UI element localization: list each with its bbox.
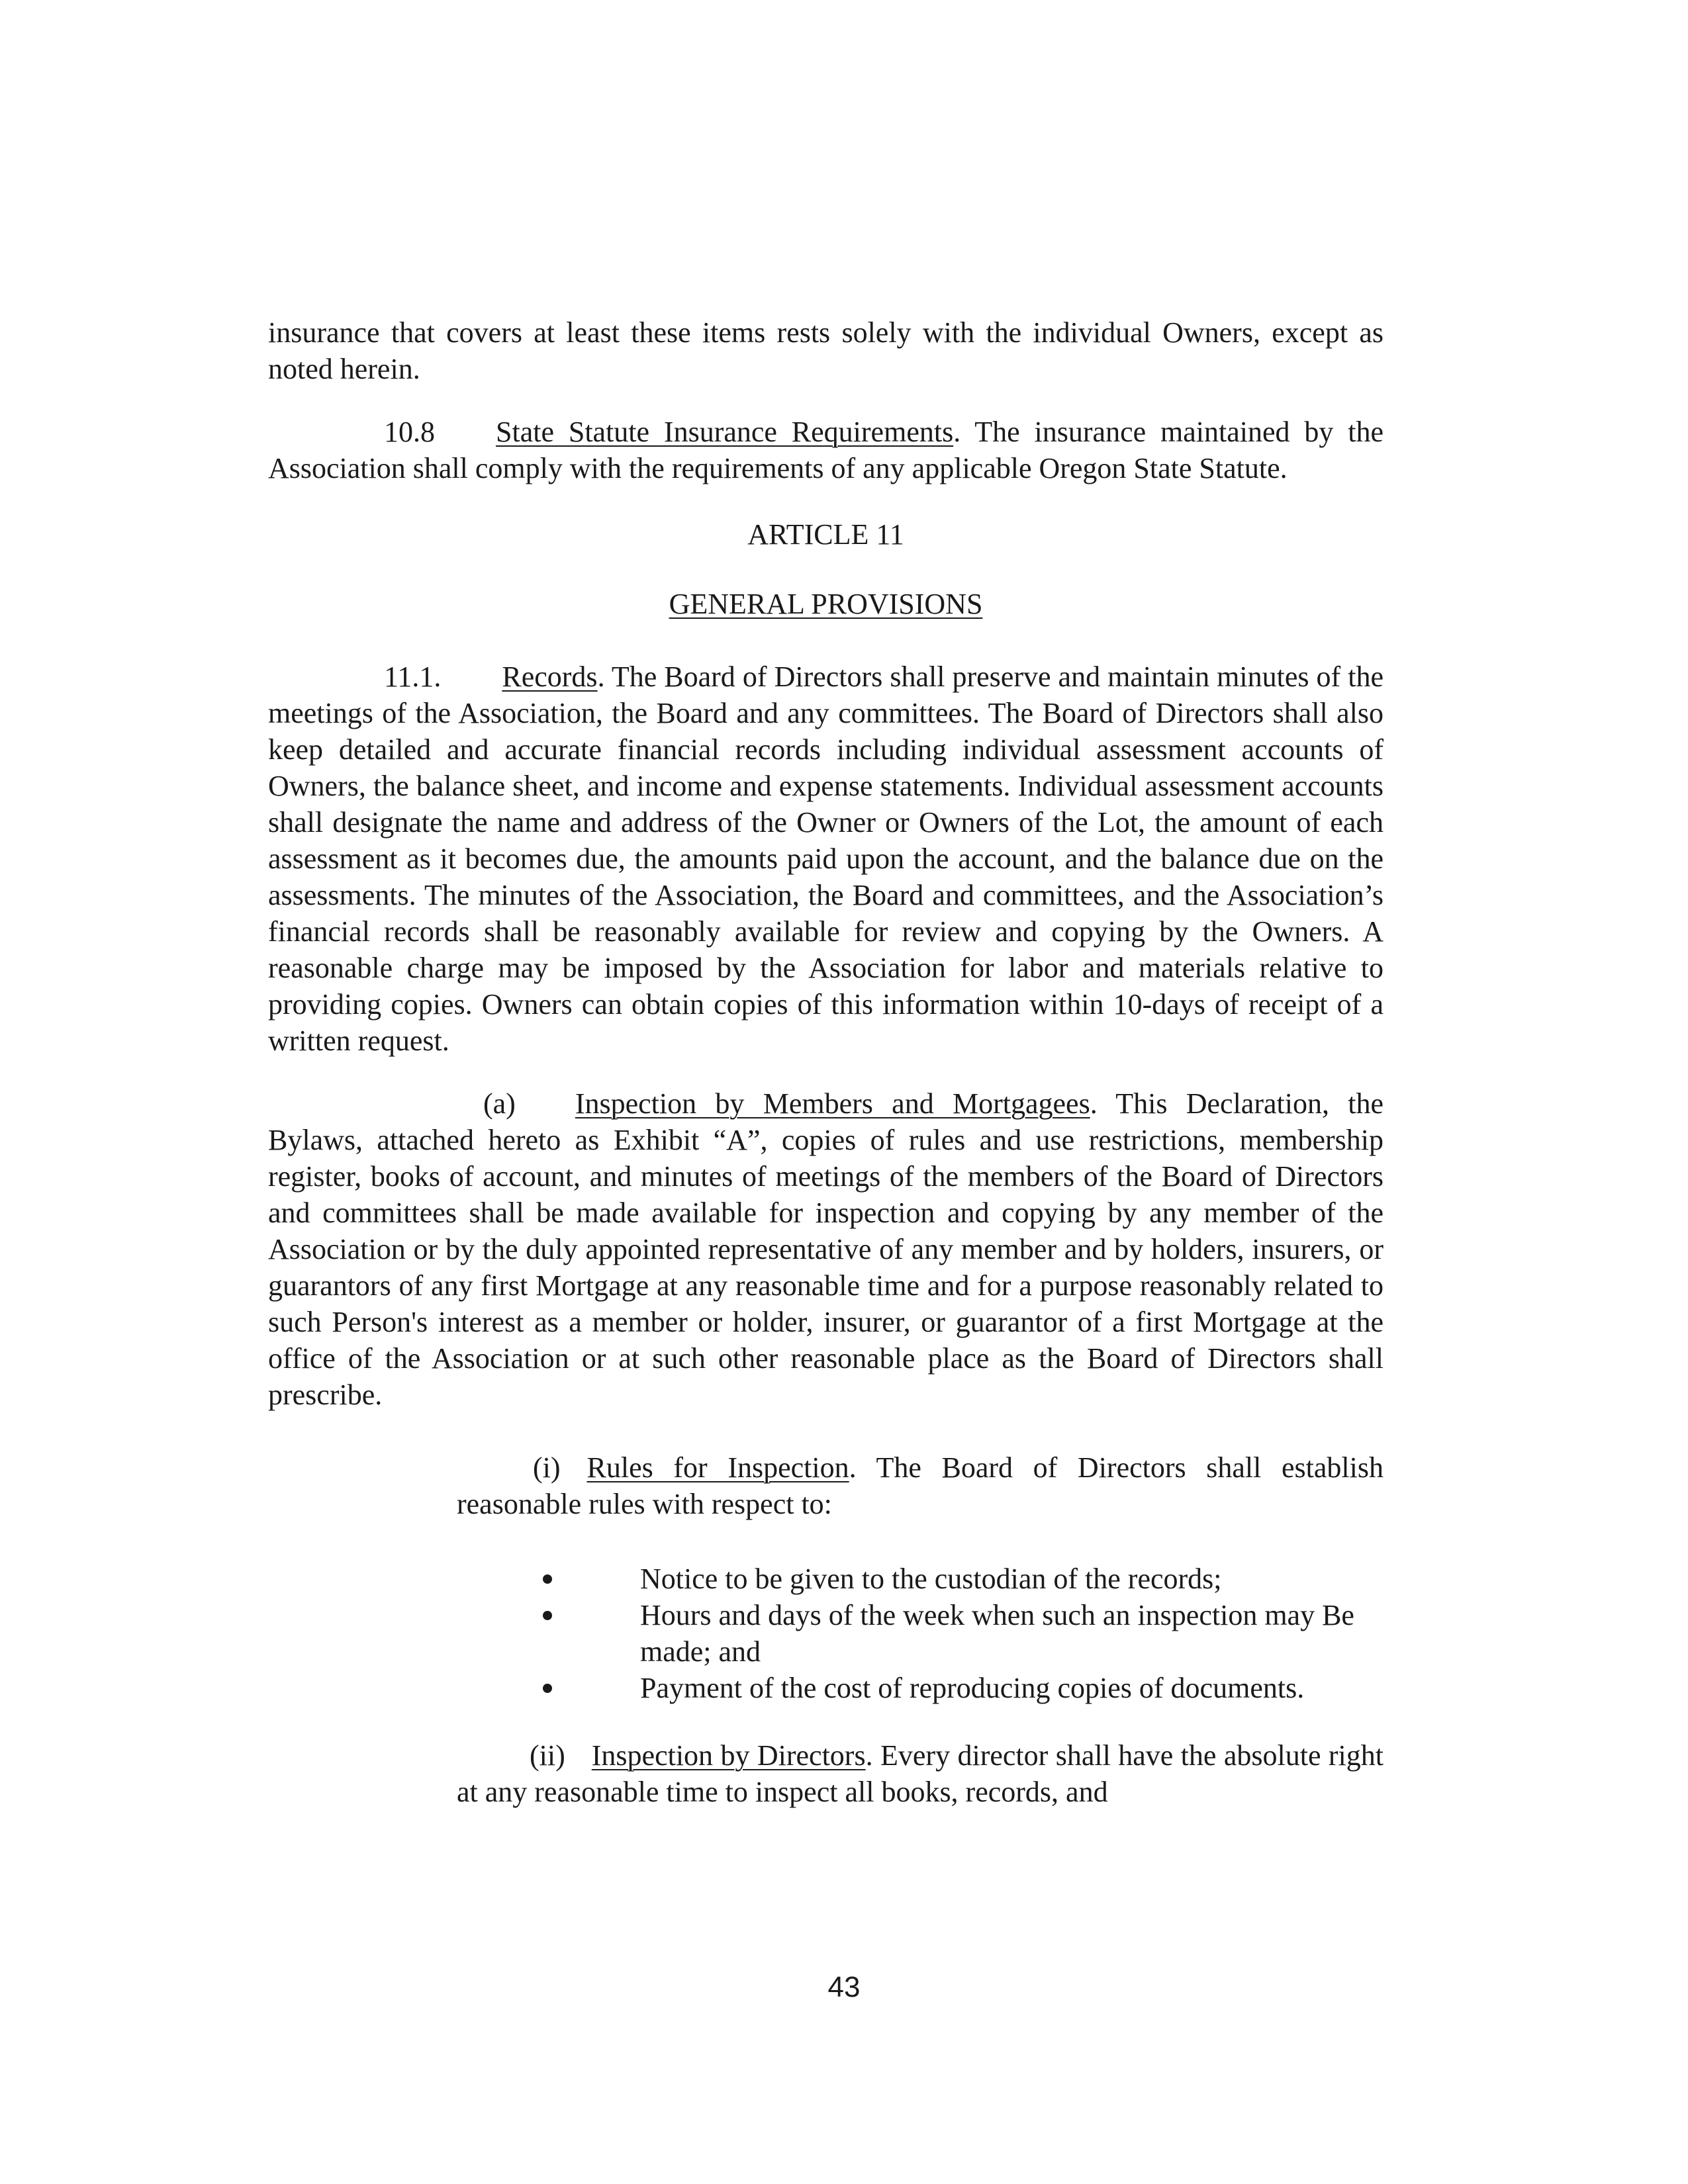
list-item: Payment of the cost of reproducing copies of documents. <box>543 1670 1403 1706</box>
subsection-ii-text: . Every director shall have the absolute right at any reasonable time to inspect all books, records, and <box>457 1739 1383 1808</box>
subsection-i-text: . The Board of Directors shall establish reasonable rules with respect to: <box>457 1451 1383 1520</box>
subsection-ii-heading: Inspection by Directors <box>591 1739 866 1772</box>
page-number: 43 <box>827 1971 861 2003</box>
subsection-a-marker: (a) <box>483 1087 516 1120</box>
section-10-8-text: . The insurance maintained by the Association shall comply with the requirements of any applicable Oregon State Statute. <box>268 416 1383 484</box>
list-item: Hours and days of the week when such an inspection may Be made; and <box>543 1597 1403 1670</box>
subsection-i <box>457 1449 1383 1522</box>
bullet-icon <box>543 1611 552 1620</box>
subsection-ii <box>457 1737 1383 1810</box>
section-11-1 <box>268 659 1383 1059</box>
article-label: ARTICLE 11 <box>747 518 904 551</box>
bullet-icon <box>543 1684 552 1693</box>
subsection-a <box>268 1085 1383 1413</box>
subsection-a-text: . This Declaration, the Bylaws, attached hereto as Exhibit “A”, copies of rules and use restrictions, membership register, books of account, and minutes of meetings of the members of the Board of Directors and committees shall be made available for inspection and copying by any member of the Association or by the duly appointed representative of any member and by holders, insurers, or guarantors of any first Mortgage at any reasonable time and for a purpose reasonably related to such Person's interest as a member or holder, insurer, or guarantor of a first Mortgage at the office of the Association or at such other reasonable place as the Board of Directors shall prescribe. <box>268 1087 1383 1411</box>
inspection-rules-list <box>543 1561 1403 1706</box>
bullet-icon <box>543 1574 552 1584</box>
subsection-ii-marker: (ii) <box>530 1739 565 1772</box>
subsection-i-marker: (i) <box>533 1451 561 1484</box>
section-10-8-heading: State Statute Insurance Requirements <box>496 416 954 448</box>
section-10-8-number: 10.8 <box>384 416 435 448</box>
section-11-1-number: 11.1. <box>384 660 442 693</box>
section-11-1-heading: Records <box>502 660 598 693</box>
subsection-i-heading: Rules for Inspection <box>586 1451 849 1484</box>
subsection-a-heading: Inspection by Members and Mortgagees <box>575 1087 1090 1120</box>
list-item: Notice to be given to the custodian of the records; <box>543 1561 1403 1597</box>
section-11-1-text: . The Board of Directors shall preserve and maintain minutes of the meetings of the Association, the Board and any committees. The Board of Directors shall also keep detailed and accurate financial records including individual assessment accounts of Owners, the balance sheet, and income and expense statements. Individual assessment accounts shall designate the name and address of the Owner or Owners of the Lot, the amount of each assessment as it becomes due, the amounts paid upon the account, and the balance due on the assessments. The minutes of the Association, the Board and committees, and the Association’s financial records shall be reasonably available for review and copying by the Owners. A reasonable charge may be imposed by the Association for labor and materials relative to providing copies. Owners can obtain copies of this information within 10-days of receipt of a written request. <box>268 660 1383 1057</box>
intro-paragraph: insurance that covers at least these items rests solely with the individual Owners, except as noted herein. <box>268 316 1383 385</box>
article-title: GENERAL PROVISIONS <box>669 588 983 620</box>
section-10-8 <box>268 414 1383 486</box>
